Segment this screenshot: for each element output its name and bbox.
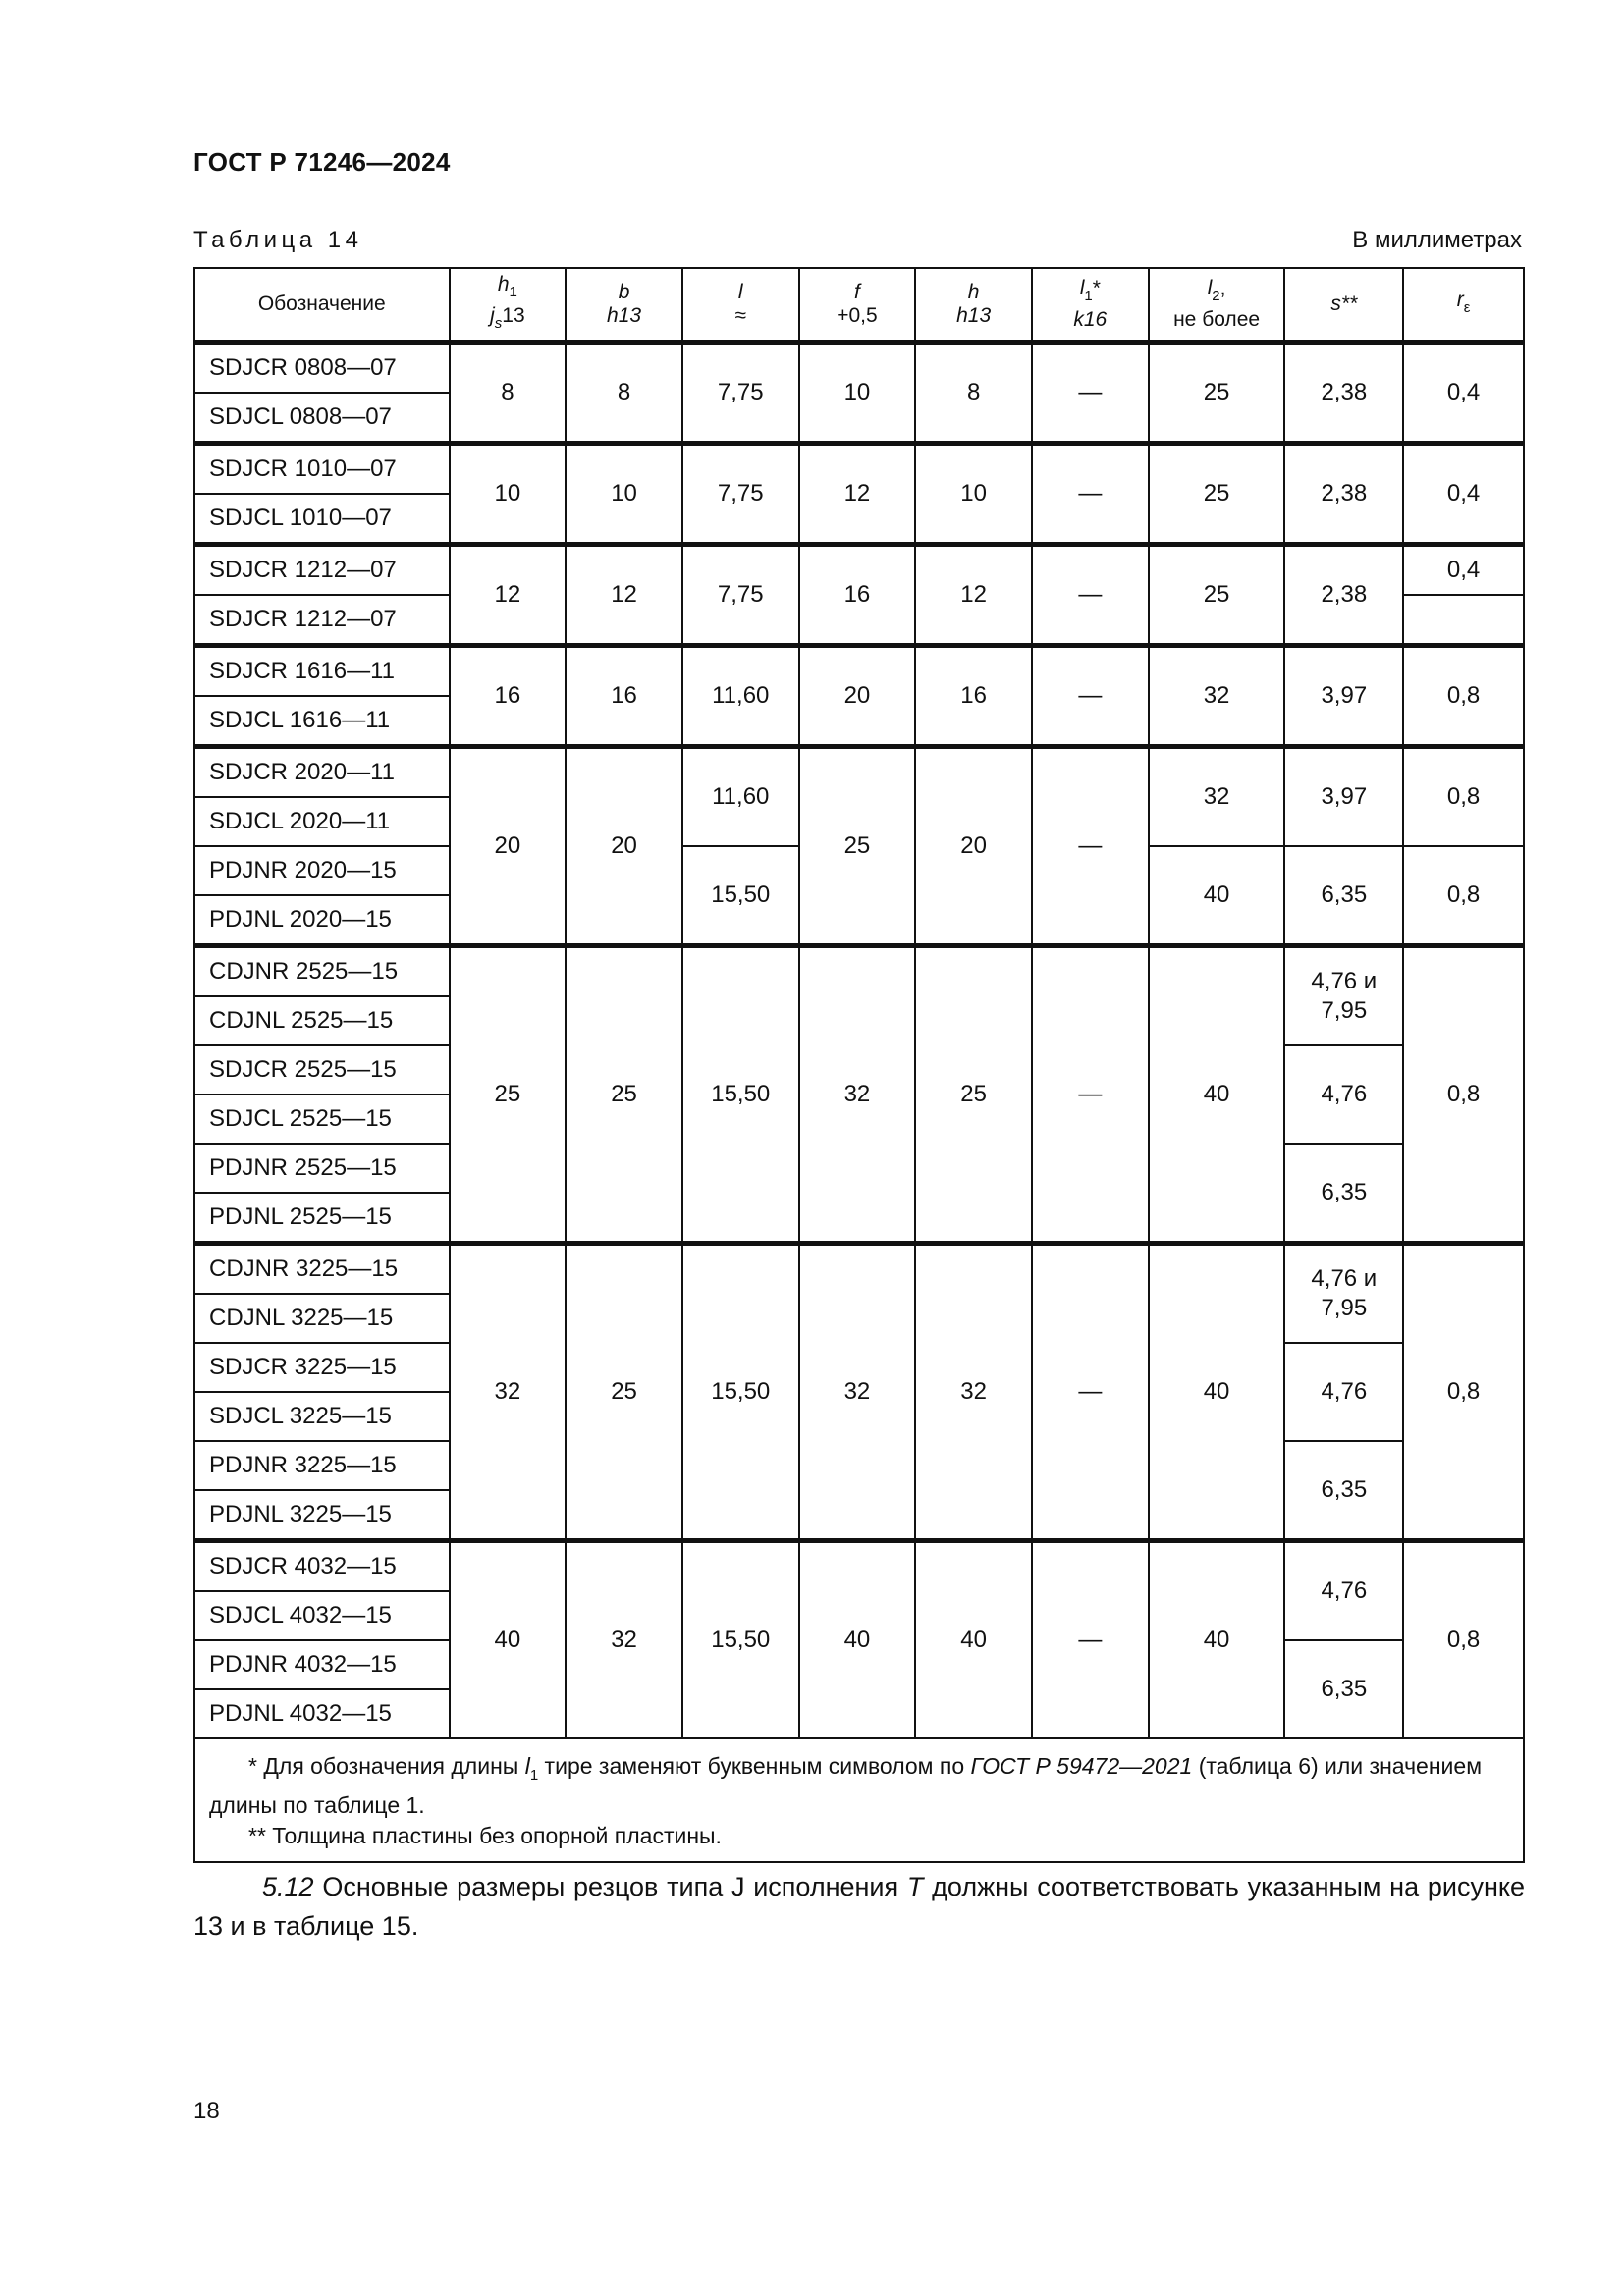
h-cell: 25: [915, 946, 1032, 1244]
s-cell: 3,97: [1284, 747, 1403, 847]
l1-cell: —: [1032, 444, 1149, 545]
b-cell: 25: [566, 1244, 682, 1541]
f-cell: 32: [799, 946, 916, 1244]
l2-cell: 25: [1149, 545, 1285, 646]
designation-cell: PDJNL 4032—15: [194, 1689, 450, 1738]
designation-cell: CDJNL 2525—15: [194, 996, 450, 1045]
designation-cell: SDJCL 4032—15: [194, 1591, 450, 1640]
h-cell: 32: [915, 1244, 1032, 1541]
f-cell: 32: [799, 1244, 916, 1541]
clause-number: 5.12: [262, 1872, 314, 1901]
table-row: [194, 946, 1524, 997]
designation-cell: SDJCR 1616—11: [194, 646, 450, 697]
r-cell: 0,4: [1403, 545, 1524, 596]
footnote-2: ** Толщина пластины без опорной пластины.: [248, 1823, 722, 1848]
document-header: ГОСТ Р 71246—2024: [193, 147, 451, 177]
l2-cell: 32: [1149, 646, 1285, 747]
table-row: [194, 747, 1524, 798]
l1-cell: —: [1032, 545, 1149, 646]
designation-cell: SDJCR 2525—15: [194, 1045, 450, 1095]
s-cell: 6,35: [1284, 1640, 1403, 1738]
l1-cell: —: [1032, 646, 1149, 747]
l-cell: 15,50: [682, 946, 799, 1244]
table-row: [194, 444, 1524, 495]
l-cell: 15,50: [682, 846, 799, 946]
designation-cell: SDJCR 1212—07: [194, 595, 450, 646]
designation-cell: SDJCR 4032—15: [194, 1541, 450, 1592]
s-cell: 6,35: [1284, 1441, 1403, 1541]
l1-cell: —: [1032, 343, 1149, 444]
designation-cell: PDJNL 2020—15: [194, 895, 450, 946]
r-cell: 0,8: [1403, 747, 1524, 847]
dimensions-table: [193, 267, 1525, 1863]
h-cell: 20: [915, 747, 1032, 946]
l-cell: 7,75: [682, 444, 799, 545]
l-cell: 11,60: [682, 747, 799, 847]
l2-cell: 32: [1149, 747, 1285, 847]
h-cell: 10: [915, 444, 1032, 545]
footnote-row: [194, 1738, 1524, 1862]
col-l2: $l_2$, не более: [1149, 268, 1285, 343]
b-cell: 8: [566, 343, 682, 444]
r-cell: 0,8: [1403, 846, 1524, 946]
h-cell: 12: [915, 545, 1032, 646]
h-cell: 8: [915, 343, 1032, 444]
h1-cell: 8: [450, 343, 567, 444]
r-cell: 0,8: [1403, 1244, 1524, 1541]
r-cell-empty: [1403, 595, 1524, 646]
h1-cell: 40: [450, 1541, 567, 1739]
b-cell: 25: [566, 946, 682, 1244]
col-l1: $l_1*$ k16: [1032, 268, 1149, 343]
s-cell: 6,35: [1284, 1144, 1403, 1244]
s-cell: 3,97: [1284, 646, 1403, 747]
col-l: l ≈: [682, 268, 799, 343]
table-unit: В миллиметрах: [1352, 227, 1522, 253]
standard-reference: ГОСТ Р 59472—2021: [970, 1753, 1193, 1779]
table-header-row: [194, 268, 1524, 343]
designation-cell: SDJCL 0808—07: [194, 393, 450, 444]
f-cell: 10: [799, 343, 916, 444]
s-cell: 4,76: [1284, 1343, 1403, 1441]
s-cell: 2,38: [1284, 444, 1403, 545]
col-f: f +0,5: [799, 268, 916, 343]
designation-cell: SDJCL 1010—07: [194, 494, 450, 545]
col-designation: Обозначение: [194, 268, 450, 343]
s-cell: 4,76: [1284, 1541, 1403, 1641]
b-cell: 16: [566, 646, 682, 747]
designation-cell: PDJNR 2020—15: [194, 846, 450, 895]
s-cell: 6,35: [1284, 846, 1403, 946]
f-cell: 12: [799, 444, 916, 545]
designation-cell: SDJCL 1616—11: [194, 696, 450, 747]
h1-cell: 25: [450, 946, 567, 1244]
l-cell: 11,60: [682, 646, 799, 747]
r-cell: 0,8: [1403, 1541, 1524, 1739]
table-row: [194, 1244, 1524, 1295]
col-h1: $h_1$ $j_s13$: [450, 268, 567, 343]
designation-cell: PDJNL 2525—15: [194, 1193, 450, 1244]
table-row: [194, 545, 1524, 596]
s-cell: 4,76 и 7,95: [1284, 946, 1403, 1046]
l1-cell: —: [1032, 946, 1149, 1244]
f-cell: 16: [799, 545, 916, 646]
h1-cell: 10: [450, 444, 567, 545]
r-cell: 0,8: [1403, 646, 1524, 747]
table-caption: Таблица 14: [193, 227, 363, 253]
designation-cell: CDJNL 3225—15: [194, 1294, 450, 1343]
designation-cell: SDJCL 3225—15: [194, 1392, 450, 1441]
f-cell: 25: [799, 747, 916, 946]
b-cell: 20: [566, 747, 682, 946]
s-cell: 4,76: [1284, 1045, 1403, 1144]
page-number: 18: [193, 2098, 220, 2124]
designation-cell: SDJCR 1212—07: [194, 545, 450, 596]
col-s: s**: [1284, 268, 1403, 343]
footnote-1: * Для обозначения длины $l_1$ тире заменяют буквенным символом по ГОСТ Р 59472—2021 (таблица 6) или значением длины по таблице 1.: [209, 1753, 1482, 1818]
l-cell: 15,50: [682, 1244, 799, 1541]
designation-cell: SDJCR 0808—07: [194, 343, 450, 394]
l-cell: 15,50: [682, 1541, 799, 1739]
r-cell: 0,4: [1403, 343, 1524, 444]
l-cell: 7,75: [682, 545, 799, 646]
table-row: [194, 343, 1524, 394]
table-row: [194, 1541, 1524, 1592]
h1-cell: 32: [450, 1244, 567, 1541]
l2-cell: 25: [1149, 343, 1285, 444]
r-cell: 0,4: [1403, 444, 1524, 545]
designation-cell: SDJCL 2020—11: [194, 797, 450, 846]
designation-cell: SDJCR 2020—11: [194, 747, 450, 798]
f-cell: 40: [799, 1541, 916, 1739]
l1-cell: —: [1032, 1244, 1149, 1541]
body-paragraph: 5.12 Основные размеры резцов типа J исполнения T должны соответствовать указанным на рисунке 13 и в таблице 15.: [193, 1872, 1525, 1941]
s-cell: 2,38: [1284, 545, 1403, 646]
h1-cell: 16: [450, 646, 567, 747]
l2-cell: 40: [1149, 846, 1285, 946]
s-cell: 4,76 и 7,95: [1284, 1244, 1403, 1344]
designation-cell: PDJNL 3225—15: [194, 1490, 450, 1541]
designation-cell: SDJCL 2525—15: [194, 1095, 450, 1144]
l1-cell: —: [1032, 1541, 1149, 1739]
b-cell: 32: [566, 1541, 682, 1739]
designation-cell: SDJCR 1010—07: [194, 444, 450, 495]
col-r: $r_\varepsilon$: [1403, 268, 1524, 343]
l2-cell: 40: [1149, 946, 1285, 1244]
table-row: [194, 646, 1524, 697]
f-cell: 20: [799, 646, 916, 747]
designation-cell: PDJNR 4032—15: [194, 1640, 450, 1689]
h1-cell: 12: [450, 545, 567, 646]
l-cell: 7,75: [682, 343, 799, 444]
table-footnotes: [194, 1738, 1524, 1862]
l2-cell: 40: [1149, 1244, 1285, 1541]
designation-cell: PDJNR 3225—15: [194, 1441, 450, 1490]
designation-cell: CDJNR 2525—15: [194, 946, 450, 997]
b-cell: 10: [566, 444, 682, 545]
b-cell: 12: [566, 545, 682, 646]
h-cell: 40: [915, 1541, 1032, 1739]
col-h: h h13: [915, 268, 1032, 343]
h-cell: 16: [915, 646, 1032, 747]
l2-cell: 40: [1149, 1541, 1285, 1739]
designation-cell: PDJNR 2525—15: [194, 1144, 450, 1193]
r-cell: 0,8: [1403, 946, 1524, 1244]
l2-cell: 25: [1149, 444, 1285, 545]
s-cell: 2,38: [1284, 343, 1403, 444]
h1-cell: 20: [450, 747, 567, 946]
l1-cell: —: [1032, 747, 1149, 946]
col-b: b h13: [566, 268, 682, 343]
designation-cell: SDJCR 3225—15: [194, 1343, 450, 1392]
designation-cell: CDJNR 3225—15: [194, 1244, 450, 1295]
